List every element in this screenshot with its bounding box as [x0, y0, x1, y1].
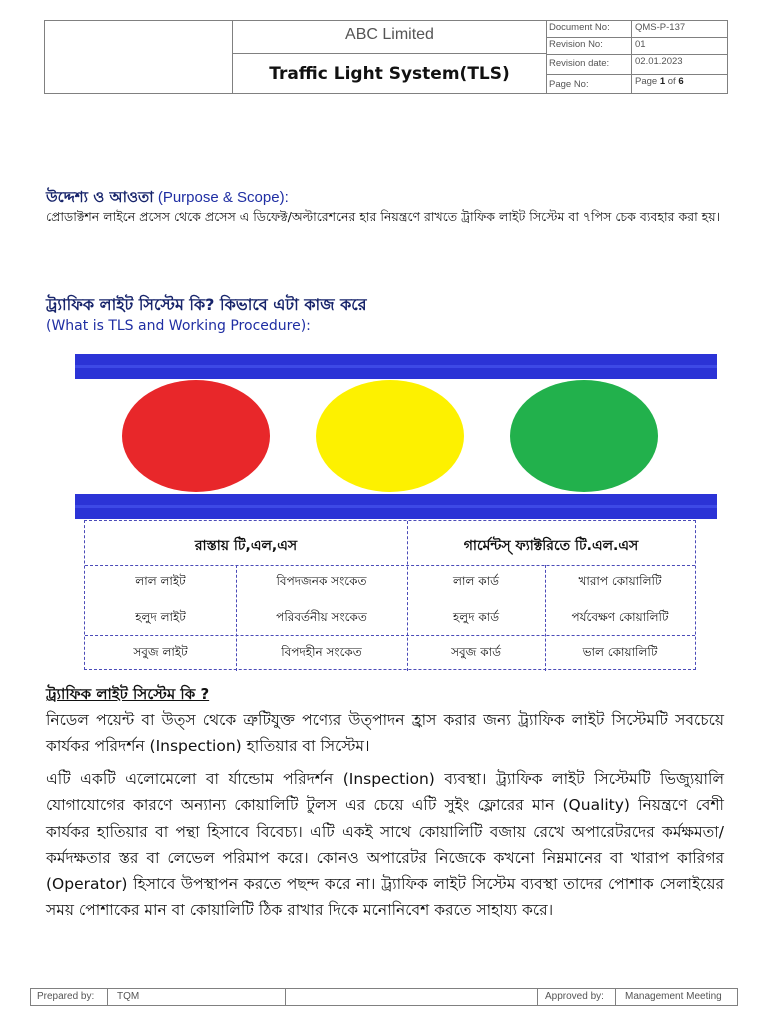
- table-header-factory: গার্মেন্টস্ ফ্যাক্টরিতে টি.এল.এস: [463, 538, 639, 554]
- table-cell: বিপদহীন সংকেত: [281, 645, 362, 659]
- what-is-tls-heading: ট্র্যাফিক লাইট সিস্টেম কি ?: [46, 685, 210, 703]
- document-meta: [547, 21, 727, 93]
- table-cell: হলুদ লাইট: [135, 610, 186, 624]
- table-cell: পর্যবেক্ষণ কোয়ালিটি: [571, 610, 669, 624]
- purpose-heading: উদ্দেশ্য ও আওতা (Purpose & Scope):: [46, 188, 289, 206]
- table-cell: হলুদ কার্ড: [452, 610, 500, 624]
- table-header-road: রাস্তায় টি,এল,এস: [194, 538, 298, 554]
- table-cell: লাল লাইট: [135, 574, 186, 588]
- meta-document-no: Document No: QMS-P-137: [547, 21, 727, 38]
- approved-by-label: Approved by:: [545, 991, 604, 1002]
- document-title: Traffic Light System(TLS): [233, 54, 547, 93]
- comparison-table: [84, 520, 696, 670]
- table-cell: বিপদজনক সংকেত: [276, 574, 367, 588]
- document-footer: [30, 988, 738, 1006]
- traffic-light-bottom-band: [75, 494, 717, 519]
- meta-revision-no: Revision No: 01: [547, 38, 727, 55]
- document-header: [44, 20, 728, 94]
- table-cell: পরিবর্তনীয় সংকেত: [276, 610, 367, 624]
- meta-page-no: Page No: Page 1 of 6: [547, 75, 727, 93]
- yellow-light: [316, 380, 464, 492]
- paragraph-2: এটি একটি এলোমেলো বা র্যান্ডোম পরিদর্শন (Inspection) ব্যবস্থা। ট্র্যাফিক লাইট সিস্টেমটি ভিজ্যুয়ালি যোগাযোগের কারণে অন্যান্য কোয়ালিটি টুলস এর চেয়ে এটি সুইং ফ্লোরের মান (Quality) নিয়ন্ত্রণে বেশী কার্যকর হাতিয়ার বা পন্থা হিসাবে বিবেচ্য। এটি একই সাথে কোয়ালিটি বজায় রেখে অপারেটরদের কর্মক্ষমতা/কর্মদক্ষতার স্তর বা লেভেল পরিমাপ করে। কোনও অপারেটর নিজেকে কখনো নিম্নমানের বা খারাপ কারিগর (Operator) হিসাবে উপস্থাপন করতে পছন্দ করে না। ট্র্যাফিক লাইট সিস্টেম ব্যবস্থা তাদের পোশাক সেলাইয়ের সময় পোশাকের মান বা কোয়ালিটি ঠিক রাখার দিকে মনোনিবেশ করতে সাহায্য করে।: [46, 770, 724, 920]
- meta-revision-date: Revision date: 02.01.2023: [547, 55, 727, 75]
- table-cell: সবুজ লাইট: [133, 645, 188, 659]
- table-cell: খারাপ কোয়ালিটি: [578, 574, 662, 588]
- purpose-text: প্রোডাক্টশন লাইনে প্রসেস থেকে প্রসেস এ ডিফেক্ট/অল্টারেশনের হার নিয়ন্ত্রণে রাখতে ট্রাফিক লাইট সিস্টেম বা ৭পিস চেক ব্যবহার করা হয়।: [46, 209, 721, 224]
- approved-by-value: Management Meeting: [625, 991, 722, 1002]
- prepared-by-label: Prepared by:: [37, 991, 95, 1002]
- green-light: [510, 380, 658, 492]
- tls-heading: ট্র্যাফিক লাইট সিস্টেম কি? কিভাবে এটা কাজ করে: [46, 295, 367, 314]
- red-light: [122, 380, 270, 492]
- company-name: ABC Limited: [233, 21, 547, 54]
- table-cell: ভাল কোয়ালিটি: [582, 645, 658, 659]
- traffic-light-top-band: [75, 354, 717, 379]
- prepared-by-value: TQM: [117, 991, 140, 1002]
- tls-subheading: (What is TLS and Working Procedure):: [46, 318, 311, 334]
- paragraph-1: নিডেল পয়েন্ট বা উত্স থেকে ত্রুটিযুক্ত পণ্যের উত্পাদন হ্রাস করার জন্য ট্র্যাফিক লাইট সিস্টেমটি সবচেয়ে কার্যকর পরিদর্শন (Inspection) হাতিয়ার বা সিস্টেম।: [46, 711, 724, 756]
- table-cell: সবুজ কার্ড: [451, 645, 501, 659]
- table-cell: লাল কার্ড: [453, 574, 499, 588]
- logo-placeholder: [45, 21, 233, 93]
